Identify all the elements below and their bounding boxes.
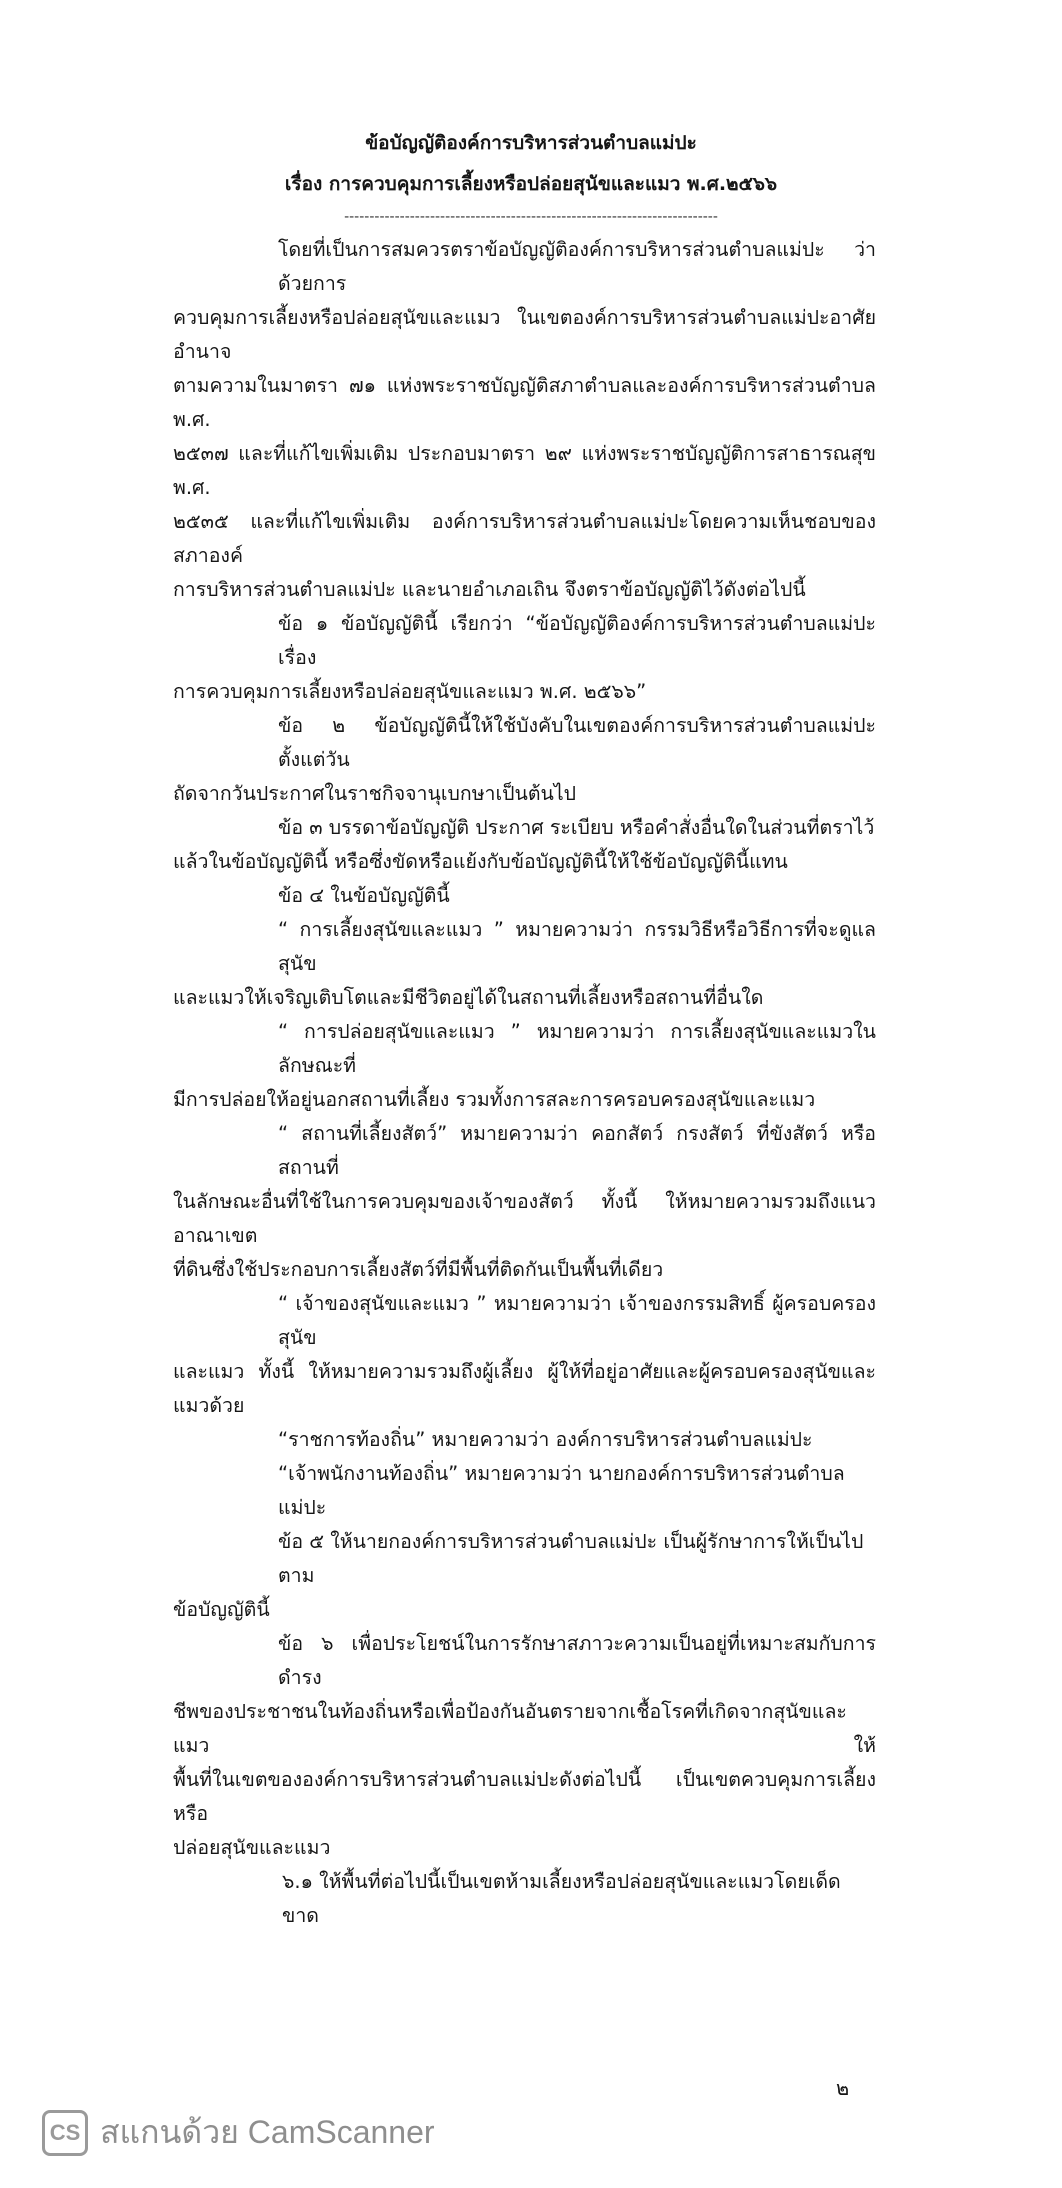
text-line: ตามความในมาตรา ๗๑ แห่งพระราชบัญญัติสภาตำบลและองค์การบริหารส่วนตำบล พ.ศ. <box>173 374 876 431</box>
text-line: “ สถานที่เลี้ยงสัตว์” หมายความว่า คอกสัตว์ กรงสัตว์ ที่ขังสัตว์ หรือสถานที่ <box>278 1122 876 1179</box>
text-line: ๒๕๓๕ และที่แก้ไขเพิ่มเติม องค์การบริหารส่วนตำบลแม่ปะโดยความเห็นชอบของสภาองค์ <box>173 510 876 567</box>
text-line: ข้อ ๕ ให้นายกองค์การบริหารส่วนตำบลแม่ปะ เป็นผู้รักษาการให้เป็นไปตาม <box>278 1530 864 1587</box>
watermark-text: สแกนด้วย CamScanner <box>100 2114 435 2150</box>
text-line: ๒๕๓๗ และที่แก้ไขเพิ่มเติม ประกอบมาตรา ๒๙ แห่งพระราชบัญญัติการสาธารณสุข พ.ศ. <box>173 442 876 499</box>
document-body <box>0 233 1062 1933</box>
camscanner-logo-icon: CS <box>42 2110 88 2156</box>
text-line: “ เจ้าของสุนัขและแมว ” หมายความว่า เจ้าของกรรมสิทธิ์ ผู้ครอบครองสุนัข <box>278 1292 876 1349</box>
text-line: ข้อบัญญัตินี้ <box>173 1598 270 1621</box>
text-line: ข้อ ๖ เพื่อประโยชน์ในการรักษาสภาวะความเป็นอยู่ที่เหมาะสมกับการดำรง <box>278 1632 876 1689</box>
text-line: พื้นที่ในเขตขององค์การบริหารส่วนตำบลแม่ปะดังต่อไปนี้ เป็นเขตควบคุมการเลี้ยงหรือ <box>173 1768 876 1825</box>
text-line: ที่ดินซึ่งใช้ประกอบการเลี้ยงสัตว์ที่มีพื้นที่ติดกันเป็นพื้นที่เดียว <box>173 1258 664 1281</box>
text-line: การบริหารส่วนตำบลแม่ปะ และนายอำเภอเถิน จึงตราข้อบัญญัติไว้ดังต่อไปนี้ <box>173 578 806 601</box>
text-line: ข้อ ๓ บรรดาข้อบัญญัติ ประกาศ ระเบียบ หรือคำสั่งอื่นใดในส่วนที่ตราไว้ <box>278 816 875 839</box>
text-line: มีการปล่อยให้อยู่นอกสถานที่เลี้ยง รวมทั้งการสละการครอบครองสุนัขและแมว <box>173 1088 816 1111</box>
text-line: และแมว ทั้งนี้ ให้หมายความรวมถึงผู้เลี้ยง ผู้ให้ที่อยู่อาศัยและผู้ครอบครองสุนัขและแมวด้วย <box>173 1360 876 1417</box>
text-line: “เจ้าพนักงานท้องถิ่น” หมายความว่า นายกองค์การบริหารส่วนตำบลแม่ปะ <box>278 1462 845 1519</box>
text-line: ชีพของประชาชนในท้องถิ่นหรือเพื่อป้องกันอันตรายจากเชื้อโรคที่เกิดจากสุนัขและแมว ให้ <box>173 1700 876 1757</box>
separator-line: -------------------------------------------------------------------------- <box>344 209 718 225</box>
text-line: และแมวให้เจริญเติบโตและมีชีวิตอยู่ได้ในสถานที่เลี้ยงหรือสถานที่อื่นใด <box>173 986 764 1009</box>
text-line: “ราชการท้องถิ่น” หมายความว่า องค์การบริหารส่วนตำบลแม่ปะ <box>278 1428 813 1451</box>
text-line: โดยที่เป็นการสมควรตราข้อบัญญัติองค์การบริหารส่วนตำบลแม่ปะ ว่าด้วยการ <box>278 238 876 295</box>
text-line: “ การปล่อยสุนัขและแมว ” หมายความว่า การเลี้ยงสุนัขและแมวในลักษณะที่ <box>278 1020 876 1077</box>
text-line: ๖.๑ ให้พื้นที่ต่อไปนี้เป็นเขตห้ามเลี้ยงหรือปล่อยสุนัขและแมวโดยเด็ดขาด <box>282 1870 841 1927</box>
document-title: ข้อบัญญัติองค์การบริหารส่วนตำบลแม่ปะ <box>365 132 697 154</box>
text-line: ข้อ ๒ ข้อบัญญัตินี้ให้ใช้บังคับในเขตองค์การบริหารส่วนตำบลแม่ปะ ตั้งแต่วัน <box>278 714 876 771</box>
camscanner-watermark <box>42 2107 1062 2188</box>
text-line: ในลักษณะอื่นที่ใช้ในการควบคุมของเจ้าของสัตว์ ทั้งนี้ ให้หมายความรวมถึงแนวอาณาเขต <box>173 1190 876 1247</box>
document-subtitle: เรื่อง การควบคุมการเลี้ยงหรือปล่อยสุนัขและแมว พ.ศ.๒๕๖๖ <box>284 173 778 195</box>
text-line: “ การเลี้ยงสุนัขและแมว ” หมายความว่า กรรมวิธีหรือวิธีการที่จะดูแลสุนัข <box>278 918 876 975</box>
text-line: แล้วในข้อบัญญัตินี้ หรือซึ่งขัดหรือแย้งกับข้อบัญญัตินี้ให้ใช้ข้อบัญญัตินี้แทน <box>173 850 788 873</box>
text-line: ปล่อยสุนัขและแมว <box>173 1836 331 1859</box>
text-line: ข้อ ๑ ข้อบัญญัตินี้ เรียกว่า “ข้อบัญญัติองค์การบริหารส่วนตำบลแม่ปะ เรื่อง <box>278 612 876 669</box>
page-number: ๒ <box>836 2076 850 2100</box>
text-line: การควบคุมการเลี้ยงหรือปล่อยสุนัขและแมว พ.ศ. ๒๕๖๖” <box>173 680 647 703</box>
text-line: ข้อ ๔ ในข้อบัญญัตินี้ <box>278 884 450 907</box>
text-line: ถัดจากวันประกาศในราชกิจจานุเบกษาเป็นต้นไป <box>173 782 577 805</box>
text-line: ควบคุมการเลี้ยงหรือปล่อยสุนัขและแมว ในเขตองค์การบริหารส่วนตำบลแม่ปะอาศัยอำนาจ <box>173 306 876 363</box>
